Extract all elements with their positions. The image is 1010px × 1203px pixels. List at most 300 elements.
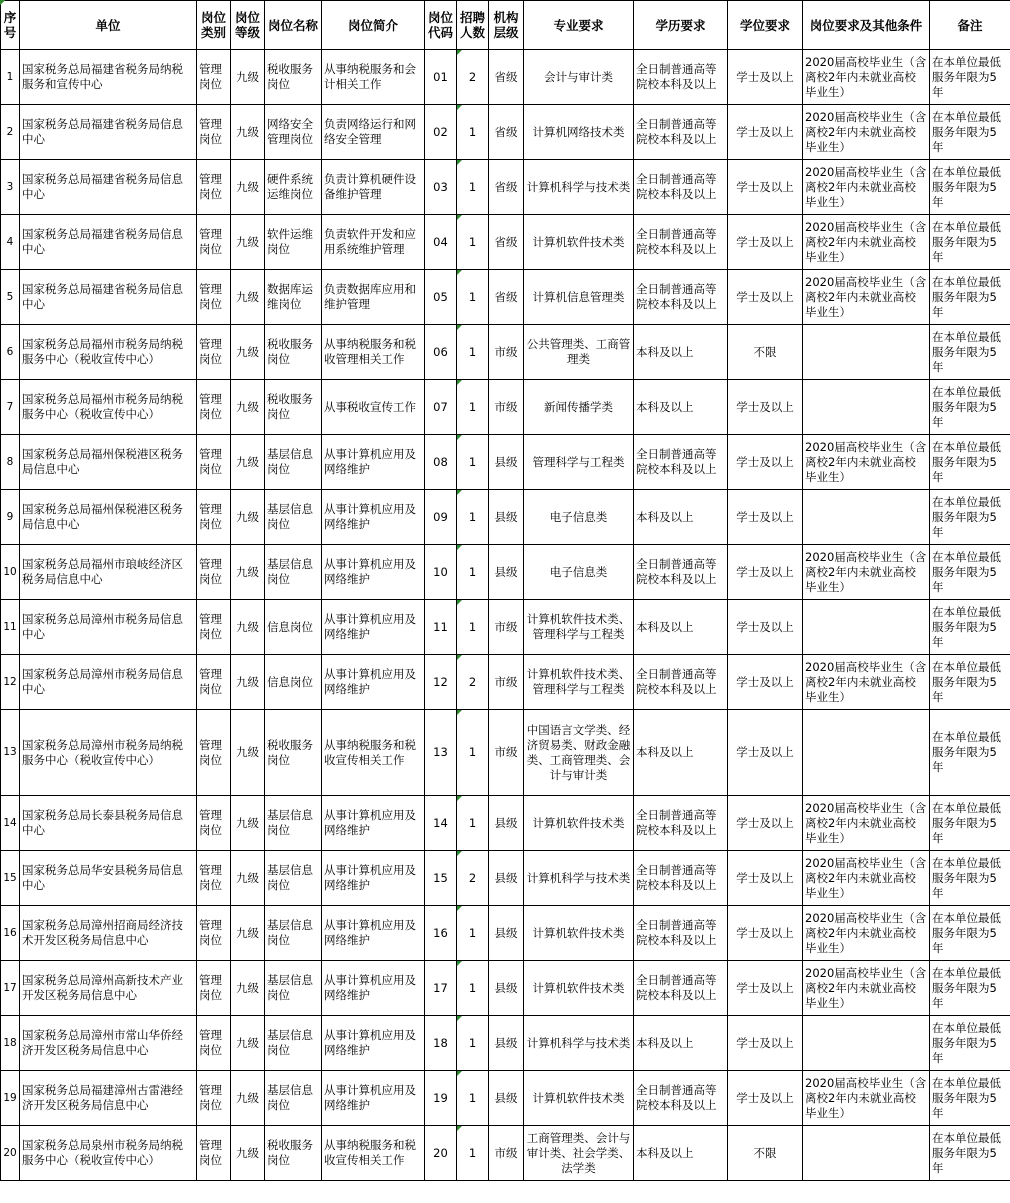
cell-text: 2 <box>6 125 14 138</box>
cell-unit <box>20 710 197 796</box>
cell-degree <box>728 710 803 796</box>
cell-post-category <box>197 50 231 105</box>
header-major-requirement: 专业要求 <box>524 1 634 50</box>
cell-text: 国家税务总局漳州市税务局信息中心 <box>22 667 183 696</box>
cell-post-code <box>425 655 457 710</box>
cell-text: 负责数据库应用和维护管理 <box>324 282 416 311</box>
cell-post-description <box>322 270 425 325</box>
cell-post-name <box>265 215 322 270</box>
cell-text: 学士及以上 <box>736 619 794 634</box>
cell-text: 01 <box>433 69 448 84</box>
cell-text: 国家税务总局漳州市税务局纳税服务中心（税收宣传中心） <box>22 737 183 767</box>
cell-post-level <box>231 851 265 906</box>
cell-major <box>524 655 634 710</box>
cell-text: 4 <box>6 235 14 248</box>
cell-text: 管理岗位 <box>199 737 222 767</box>
cell-text: 08 <box>433 454 448 469</box>
cell-post-name <box>265 600 322 655</box>
cell-text: 基层信息岗位 <box>267 1083 313 1112</box>
cell-text: 14 <box>3 816 17 829</box>
cell-degree <box>728 1016 803 1071</box>
cell-major <box>524 1126 634 1181</box>
cell-unit <box>20 50 197 105</box>
cell-text: 在本单位最低服务年限为5年 <box>932 219 1001 264</box>
cell-degree <box>728 851 803 906</box>
cell-text: 计算机软件技术类、管理科学与工程类 <box>526 667 631 696</box>
cell-post-name <box>265 851 322 906</box>
cell-text: 学士及以上 <box>736 179 794 194</box>
table-row <box>1 380 1010 435</box>
cell-text: 县级 <box>494 509 518 524</box>
cell-post-category <box>197 270 231 325</box>
cell-text: 税收服务岗位 <box>267 737 313 767</box>
cell-unit <box>20 270 197 325</box>
cell-remarks <box>930 215 1010 270</box>
cell-text: 学士及以上 <box>736 980 794 995</box>
cell-education <box>634 380 728 435</box>
cell-post-category <box>197 796 231 851</box>
cell-index <box>1 1016 20 1071</box>
cell-education <box>634 435 728 490</box>
cell-remarks <box>930 851 1010 906</box>
cell-post-name <box>265 105 322 160</box>
cell-post-description <box>322 50 425 105</box>
cell-unit <box>20 105 197 160</box>
cell-hire-count <box>457 435 489 490</box>
cell-text: 九级 <box>236 1090 259 1105</box>
cell-post-category <box>197 1071 231 1126</box>
cell-other-conditions <box>803 1126 930 1181</box>
cell-post-code <box>425 851 457 906</box>
cell-text: 网络安全管理岗位 <box>267 117 313 146</box>
cell-major <box>524 490 634 545</box>
header-org-level: 机构层级 <box>489 1 524 50</box>
cell-post-level <box>231 655 265 710</box>
cell-text: 国家税务总局泉州市税务局纳税服务中心（税收宣传中心） <box>22 1138 183 1167</box>
cell-text: 国家税务总局福建省税务局纳税服务和宣传中心 <box>22 62 183 91</box>
cell-unit <box>20 1126 197 1181</box>
cell-degree <box>728 600 803 655</box>
table-row <box>1 906 1010 961</box>
cell-other-conditions <box>803 325 930 380</box>
cell-post-level <box>231 50 265 105</box>
cell-post-category <box>197 160 231 215</box>
cell-post-level <box>231 1016 265 1071</box>
cell-text: 本科及以上 <box>636 1145 694 1160</box>
cell-text: 2020届高校毕业生（含离校2年内未就业高校毕业生） <box>805 910 927 955</box>
cell-degree <box>728 961 803 1016</box>
cell-text: 管理岗位 <box>199 863 222 892</box>
cell-text: 2020届高校毕业生（含离校2年内未就业高校毕业生） <box>805 164 927 209</box>
cell-major <box>524 600 634 655</box>
text-format-indicator-icon <box>457 851 462 856</box>
cell-major <box>524 50 634 105</box>
table-row <box>1 1126 1010 1181</box>
cell-text: 管理岗位 <box>199 557 222 586</box>
cell-text: 从事计算机应用及网络维护 <box>324 918 416 947</box>
cell-degree <box>728 490 803 545</box>
cell-hire-count <box>457 655 489 710</box>
cell-education <box>634 50 728 105</box>
cell-post-code <box>425 1071 457 1126</box>
cell-index <box>1 906 20 961</box>
cell-post-description <box>322 490 425 545</box>
cell-text: 市级 <box>494 344 518 359</box>
cell-text: 全日制普通高等院校本科及以上 <box>636 863 717 892</box>
cell-text: 学士及以上 <box>736 745 794 759</box>
cell-text: 学士及以上 <box>736 1090 794 1105</box>
cell-post-code <box>425 1016 457 1071</box>
cell-text: 19 <box>433 1090 448 1105</box>
cell-text: 国家税务总局福建省税务局信息中心 <box>22 117 183 146</box>
cell-index <box>1 380 20 435</box>
cell-remarks <box>930 270 1010 325</box>
cell-other-conditions <box>803 600 930 655</box>
cell-text: 1 <box>468 509 477 524</box>
cell-remarks <box>930 1016 1010 1071</box>
cell-post-code <box>425 545 457 600</box>
header-row <box>1 1 1010 50</box>
cell-post-name <box>265 490 322 545</box>
cell-post-code <box>425 380 457 435</box>
cell-org-level <box>489 851 524 906</box>
cell-major <box>524 270 634 325</box>
cell-text: 基层信息岗位 <box>267 502 313 531</box>
cell-text: 税收服务岗位 <box>267 1138 313 1167</box>
cell-major <box>524 545 634 600</box>
cell-degree <box>728 1071 803 1126</box>
table-row <box>1 655 1010 710</box>
cell-education <box>634 490 728 545</box>
cell-post-category <box>197 851 231 906</box>
cell-other-conditions <box>803 215 930 270</box>
cell-text: 九级 <box>236 619 259 634</box>
cell-text: 1 <box>468 564 477 579</box>
cell-major <box>524 1071 634 1126</box>
cell-text: 在本单位最低服务年限为5年 <box>932 274 1001 319</box>
cell-post-description <box>322 1126 425 1181</box>
cell-text: 2020届高校毕业生（含离校2年内未就业高校毕业生） <box>805 549 927 594</box>
header-post-description: 岗位简介 <box>322 1 425 50</box>
cell-other-conditions <box>803 961 930 1016</box>
cell-text: 管理岗位 <box>199 337 222 366</box>
cell-index <box>1 105 20 160</box>
text-format-indicator-icon <box>457 215 462 220</box>
cell-text: 从事计算机应用及网络维护 <box>324 502 416 531</box>
text-format-indicator-icon <box>457 160 462 165</box>
cell-other-conditions <box>803 270 930 325</box>
cell-text: 九级 <box>236 925 259 940</box>
cell-text: 1 <box>468 399 477 414</box>
cell-post-description <box>322 1016 425 1071</box>
cell-org-level <box>489 1016 524 1071</box>
cell-text: 管理岗位 <box>199 117 222 146</box>
cell-text: 县级 <box>494 1090 518 1105</box>
cell-post-category <box>197 961 231 1016</box>
cell-text: 计算机科学与技术类 <box>526 870 631 885</box>
cell-text: 国家税务总局福州市税务局纳税服务中心（税收宣传中心） <box>22 392 183 421</box>
cell-post-level <box>231 325 265 380</box>
cell-text: 本科及以上 <box>636 509 694 524</box>
cell-text: 学士及以上 <box>736 509 794 524</box>
cell-text: 全日制普通高等院校本科及以上 <box>636 227 717 256</box>
cell-major <box>524 380 634 435</box>
cell-text: 九级 <box>236 399 259 414</box>
cell-unit <box>20 796 197 851</box>
cell-text: 学士及以上 <box>736 399 794 414</box>
text-format-indicator-icon <box>457 490 462 495</box>
cell-org-level <box>489 961 524 1016</box>
cell-remarks <box>930 160 1010 215</box>
cell-remarks <box>930 50 1010 105</box>
cell-hire-count <box>457 851 489 906</box>
cell-text: 基层信息岗位 <box>267 973 313 1002</box>
cell-remarks <box>930 1126 1010 1181</box>
cell-remarks <box>930 600 1010 655</box>
cell-education <box>634 1016 728 1071</box>
cell-post-code <box>425 270 457 325</box>
cell-hire-count <box>457 270 489 325</box>
cell-education <box>634 796 728 851</box>
cell-text: 县级 <box>494 564 518 579</box>
cell-degree <box>728 105 803 160</box>
cell-text: 国家税务总局福州市琅岐经济区税务局信息中心 <box>22 557 183 586</box>
cell-remarks <box>930 490 1010 545</box>
header-other-conditions: 岗位要求及其他条件 <box>803 1 930 50</box>
cell-education <box>634 1126 728 1181</box>
cell-text: 从事计算机应用及网络维护 <box>324 612 416 641</box>
cell-text: 从事计算机应用及网络维护 <box>324 557 416 586</box>
cell-hire-count <box>457 50 489 105</box>
table-row <box>1 1071 1010 1126</box>
cell-text: 从事税收宣传工作 <box>324 399 416 414</box>
cell-post-level <box>231 105 265 160</box>
cell-unit <box>20 1071 197 1126</box>
cell-text: 九级 <box>236 870 259 885</box>
cell-text: 2020届高校毕业生（含离校2年内未就业高校毕业生） <box>805 219 927 264</box>
cell-education <box>634 600 728 655</box>
header-post-name: 岗位名称 <box>265 1 322 50</box>
cell-post-description <box>322 215 425 270</box>
cell-text: 国家税务总局福州市税务局纳税服务中心（税收宣传中心） <box>22 337 183 366</box>
cell-unit <box>20 160 197 215</box>
cell-major <box>524 851 634 906</box>
cell-post-description <box>322 105 425 160</box>
text-format-indicator-icon <box>457 1071 462 1076</box>
cell-post-category <box>197 600 231 655</box>
cell-text: 负责网络运行和网络安全管理 <box>324 117 416 146</box>
cell-text: 6 <box>6 345 14 358</box>
cell-index <box>1 435 20 490</box>
cell-text: 07 <box>433 399 448 414</box>
cell-text: 从事计算机应用及网络维护 <box>324 447 416 476</box>
cell-education <box>634 105 728 160</box>
cell-text: 2020届高校毕业生（含离校2年内未就业高校毕业生） <box>805 274 927 319</box>
cell-text: 工商管理类、会计与审计类、社会学类、法学类 <box>526 1130 631 1175</box>
cell-text: 全日制普通高等院校本科及以上 <box>636 918 717 947</box>
cell-text: 全日制普通高等院校本科及以上 <box>636 667 717 696</box>
cell-text: 在本单位最低服务年限为5年 <box>932 604 1001 649</box>
cell-text: 从事计算机应用及网络维护 <box>324 1028 416 1057</box>
cell-org-level <box>489 380 524 435</box>
table-body <box>1 50 1010 1181</box>
cell-text: 20 <box>433 1145 448 1160</box>
cell-text: 市级 <box>494 399 518 414</box>
cell-unit <box>20 600 197 655</box>
cell-post-code <box>425 490 457 545</box>
text-format-indicator-icon <box>457 710 462 715</box>
cell-post-level <box>231 490 265 545</box>
cell-org-level <box>489 545 524 600</box>
cell-post-category <box>197 215 231 270</box>
cell-post-level <box>231 710 265 796</box>
cell-text: 管理岗位 <box>199 392 222 421</box>
cell-text: 18 <box>433 1035 448 1050</box>
cell-hire-count <box>457 380 489 435</box>
table-row <box>1 435 1010 490</box>
cell-text: 基层信息岗位 <box>267 447 313 476</box>
cell-text: 国家税务总局福建省税务局信息中心 <box>22 172 183 201</box>
cell-text: 1 <box>468 925 477 940</box>
table-row <box>1 961 1010 1016</box>
cell-text: 会计与审计类 <box>544 69 613 84</box>
cell-text: 基层信息岗位 <box>267 1028 313 1057</box>
cell-text: 管理岗位 <box>199 282 222 311</box>
cell-text: 管理科学与工程类 <box>532 454 625 469</box>
cell-remarks <box>930 380 1010 435</box>
cell-post-description <box>322 600 425 655</box>
cell-text: 11 <box>433 619 448 634</box>
cell-text: 市级 <box>494 745 518 759</box>
cell-post-name <box>265 325 322 380</box>
cell-text: 县级 <box>494 870 518 885</box>
cell-hire-count <box>457 961 489 1016</box>
cell-index <box>1 1071 20 1126</box>
cell-post-level <box>231 435 265 490</box>
cell-post-code <box>425 906 457 961</box>
cell-text: 管理岗位 <box>199 502 222 531</box>
cell-text: 管理岗位 <box>199 1138 222 1167</box>
cell-post-level <box>231 160 265 215</box>
cell-text: 在本单位最低服务年限为5年 <box>932 910 1001 955</box>
cell-text: 在本单位最低服务年限为5年 <box>932 494 1001 539</box>
cell-text: 2 <box>468 674 477 689</box>
cell-text: 7 <box>6 400 14 413</box>
cell-text: 03 <box>433 179 448 194</box>
cell-hire-count <box>457 160 489 215</box>
cell-index <box>1 50 20 105</box>
cell-index <box>1 851 20 906</box>
cell-other-conditions <box>803 490 930 545</box>
cell-text: 基层信息岗位 <box>267 863 313 892</box>
cell-remarks <box>930 710 1010 796</box>
cell-post-description <box>322 435 425 490</box>
cell-text: 县级 <box>494 454 518 469</box>
cell-text: 19 <box>3 1091 17 1104</box>
cell-post-category <box>197 325 231 380</box>
cell-text: 学士及以上 <box>736 815 794 830</box>
cell-other-conditions <box>803 380 930 435</box>
cell-text: 国家税务总局漳州市税务局信息中心 <box>22 612 183 641</box>
cell-text: 市级 <box>494 674 518 689</box>
cell-index <box>1 545 20 600</box>
cell-degree <box>728 215 803 270</box>
cell-post-description <box>322 961 425 1016</box>
cell-org-level <box>489 906 524 961</box>
cell-post-level <box>231 215 265 270</box>
cell-text: 1 <box>468 454 477 469</box>
cell-other-conditions <box>803 1016 930 1071</box>
cell-text: 数据库运维岗位 <box>267 282 313 311</box>
cell-text: 新闻传播学类 <box>544 399 613 414</box>
cell-text: 税收服务岗位 <box>267 337 313 366</box>
cell-post-name <box>265 1071 322 1126</box>
cell-text: 学士及以上 <box>736 870 794 885</box>
table-row <box>1 50 1010 105</box>
cell-education <box>634 655 728 710</box>
cell-text: 学士及以上 <box>736 674 794 689</box>
cell-text: 计算机软件技术类、管理科学与工程类 <box>526 612 631 641</box>
cell-text: 在本单位最低服务年限为5年 <box>932 109 1001 154</box>
cell-text: 计算机科学与技术类 <box>526 1035 631 1050</box>
cell-text: 1 <box>468 124 477 139</box>
cell-other-conditions <box>803 50 930 105</box>
cell-text: 管理岗位 <box>199 918 222 947</box>
cell-post-level <box>231 545 265 600</box>
cell-remarks <box>930 325 1010 380</box>
cell-text: 2 <box>468 69 477 84</box>
cell-other-conditions <box>803 851 930 906</box>
cell-post-name <box>265 906 322 961</box>
cell-text: 信息岗位 <box>267 619 313 634</box>
cell-unit <box>20 435 197 490</box>
cell-text: 本科及以上 <box>636 399 694 414</box>
cell-text: 基层信息岗位 <box>267 557 313 586</box>
cell-text: 学士及以上 <box>736 564 794 579</box>
cell-text: 九级 <box>236 69 259 84</box>
cell-text: 九级 <box>236 454 259 469</box>
cell-other-conditions <box>803 1071 930 1126</box>
cell-text: 电子信息类 <box>549 564 608 579</box>
cell-hire-count <box>457 215 489 270</box>
cell-post-description <box>322 380 425 435</box>
text-format-indicator-icon <box>457 50 462 55</box>
cell-text: 计算机科学与技术类 <box>526 179 631 194</box>
cell-text: 九级 <box>236 1035 259 1050</box>
table-row <box>1 325 1010 380</box>
cell-text: 国家税务总局福州保税港区税务局信息中心 <box>22 502 183 531</box>
cell-post-name <box>265 961 322 1016</box>
cell-education <box>634 906 728 961</box>
cell-hire-count <box>457 906 489 961</box>
cell-text: 九级 <box>236 234 259 249</box>
cell-text: 不限 <box>753 344 777 359</box>
text-format-indicator-icon <box>457 325 462 330</box>
cell-org-level <box>489 600 524 655</box>
cell-text: 15 <box>3 871 17 884</box>
cell-text: 13 <box>3 746 17 758</box>
header-hire-count: 招聘人数 <box>457 1 489 50</box>
cell-text: 国家税务总局福建省税务局信息中心 <box>22 282 183 311</box>
cell-education <box>634 545 728 600</box>
cell-post-description <box>322 796 425 851</box>
cell-text: 国家税务总局漳州市常山华侨经济开发区税务局信息中心 <box>22 1028 183 1057</box>
cell-text: 1 <box>468 1035 477 1050</box>
cell-text: 12 <box>433 674 448 689</box>
cell-index <box>1 655 20 710</box>
cell-org-level <box>489 655 524 710</box>
cell-hire-count <box>457 1071 489 1126</box>
